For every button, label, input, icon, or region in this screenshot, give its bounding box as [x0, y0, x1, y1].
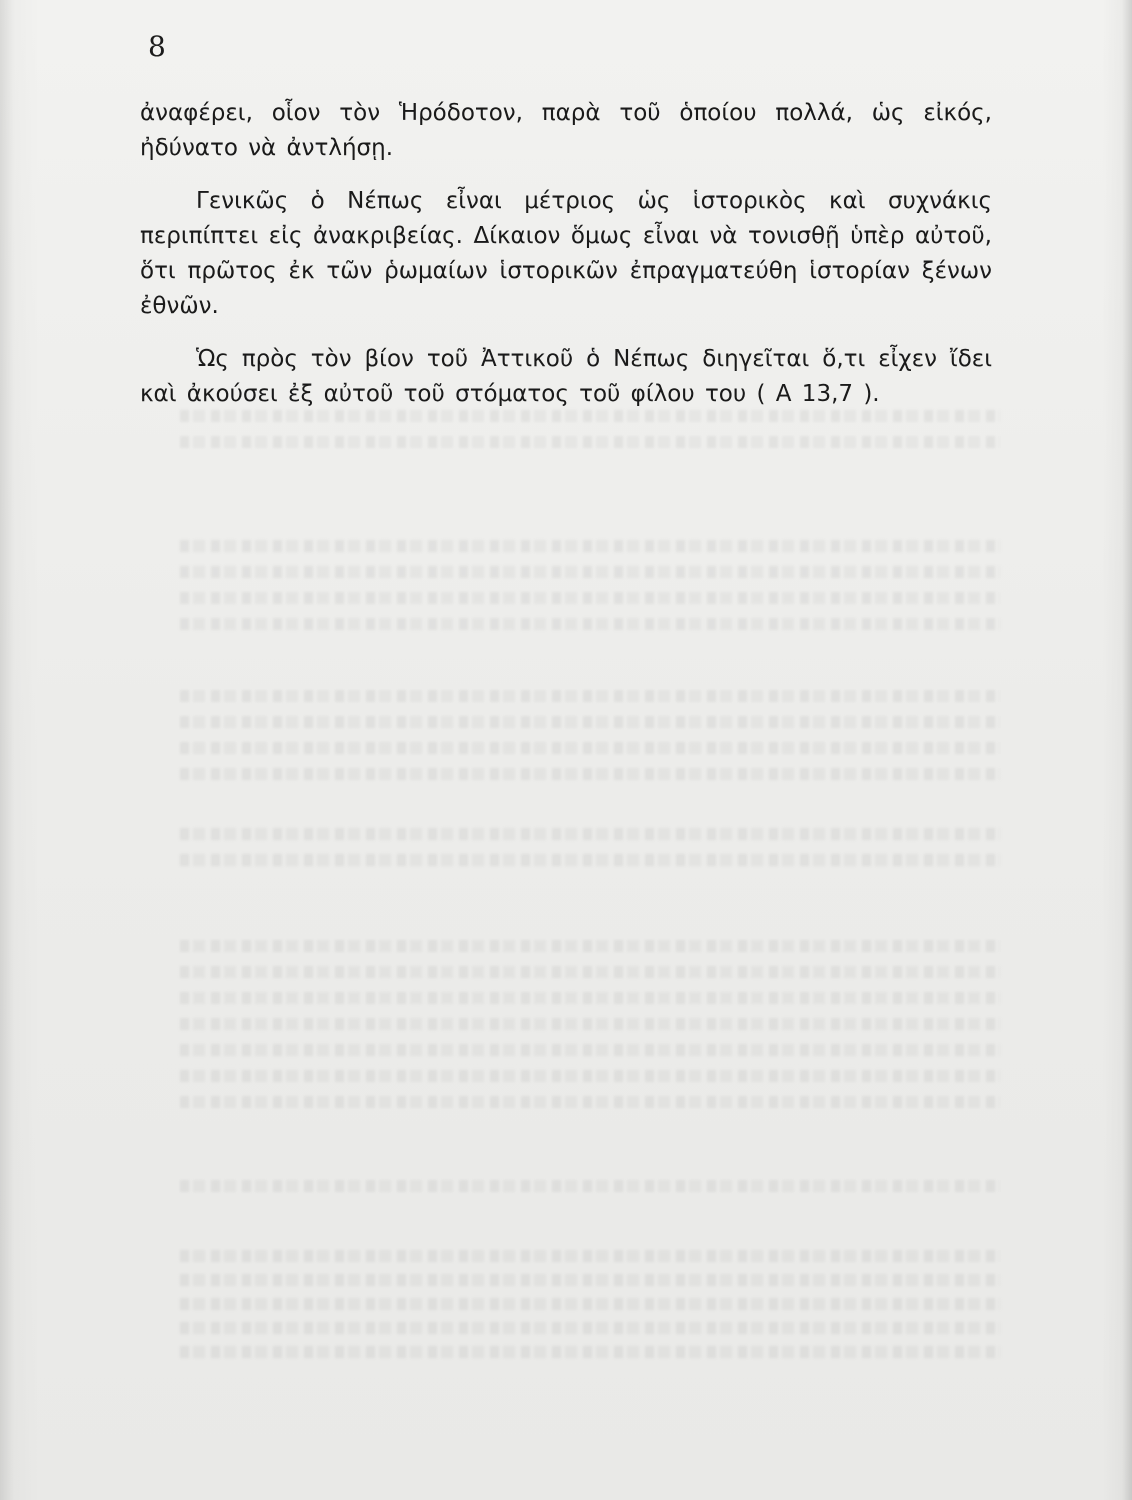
bleed-through-line [180, 566, 1000, 578]
bleed-through-line [180, 966, 1000, 978]
bleed-through-line [180, 992, 1000, 1004]
bleed-through-line [180, 742, 1000, 754]
bleed-through-line [180, 436, 1000, 448]
paragraph-nepos-assessment: Γενικῶς ὁ Νέπως εἶναι μέτριος ὡς ἱστορικὸς καὶ συχνάκις περιπίπτει εἰς ἀνακριβείας. Δίκαιον ὅμως εἶναι νὰ τονισθῇ ὑπὲρ αὐτοῦ, ὅτι πρῶτος ἐκ τῶν ῥωμαίων ἱστορικῶν ἐπραγματεύθη ἱστορίαν ξένων ἐθνῶν. [140, 188, 992, 319]
body-text [140, 96, 992, 430]
bleed-through-line [180, 1044, 1000, 1056]
bleed-through-line [180, 940, 1000, 952]
bleed-through-line [180, 540, 1000, 552]
bleed-through-line [180, 1274, 1000, 1286]
bleed-through-line [180, 618, 1000, 630]
page-number: 8 [148, 30, 166, 63]
paragraph-herodotus: ἀναφέρει, οἷον τὸν Ἡρόδοτον, παρὰ τοῦ ὁποίου πολλά, ὡς εἰκός, ἠδύνατο νὰ ἀντλήσῃ. [140, 100, 992, 161]
paragraph-atticus-life: Ὡς πρὸς τὸν βίον τοῦ Ἀττικοῦ ὁ Νέπως διηγεῖται ὅ,τι εἶχεν ἴδει καὶ ἀκούσει ἐξ αὐτοῦ τοῦ στόματος τοῦ φίλου του ( Α 13,7 ). [140, 346, 992, 407]
bleed-through-line [180, 716, 1000, 728]
bleed-through-line [180, 1180, 1000, 1192]
bleed-through-line [180, 1096, 1000, 1108]
bleed-through-line [180, 1298, 1000, 1310]
bleed-through-line [180, 1322, 1000, 1334]
bleed-through-line [180, 1070, 1000, 1082]
bleed-through-line [180, 1250, 1000, 1262]
bleed-through-line [180, 1346, 1000, 1358]
bleed-through-line [180, 854, 1000, 866]
bleed-through-line [180, 1018, 1000, 1030]
bleed-through-line [180, 592, 1000, 604]
bleed-through-line [180, 828, 1000, 840]
bleed-through-line [180, 690, 1000, 702]
bleed-through-line [180, 768, 1000, 780]
